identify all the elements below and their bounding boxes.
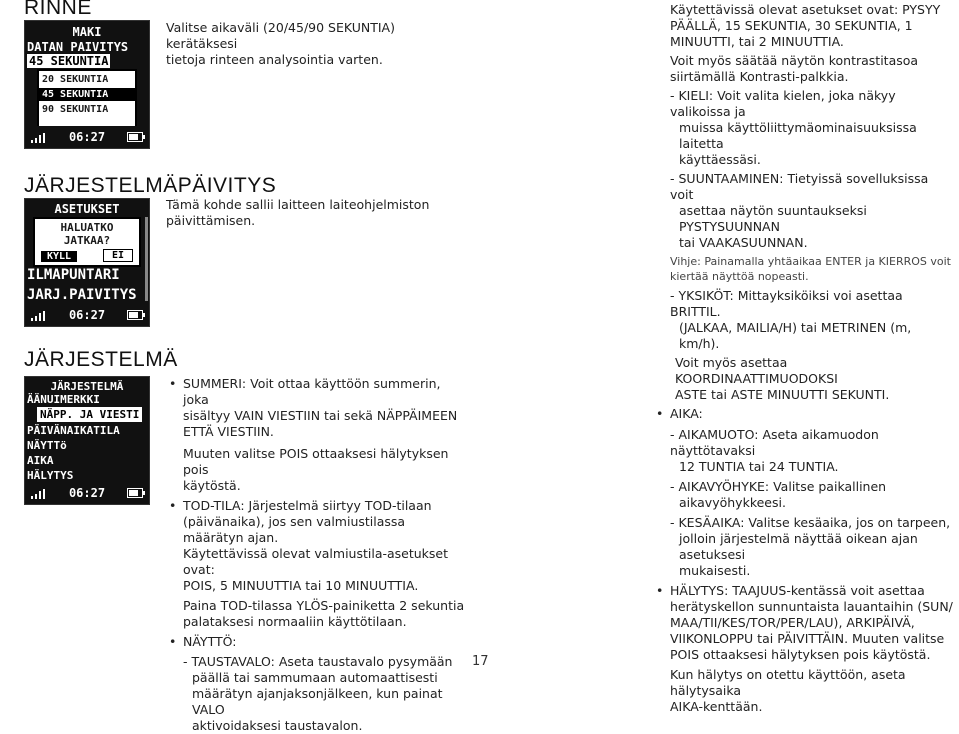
section-heading-system-update: JÄRJESTELMÄPÄIVITYS xyxy=(24,174,277,197)
status-bar xyxy=(25,304,149,326)
device-screen-system xyxy=(24,376,150,505)
tod-note: Paina TOD-tilassa YLÖS-painiketta 2 sekuntia palataksesi normaaliin käyttötilaan. xyxy=(183,598,465,629)
scrollbar xyxy=(145,217,148,301)
timezone-item: - AIKAVYÖHYKE: Valitse paikallinen aikavyöhykkeesi. xyxy=(670,479,887,510)
dialog-text-2: JATKAA? xyxy=(63,234,111,247)
device-screen-rinne xyxy=(24,20,150,149)
section-heading-system: JÄRJESTELMÄ xyxy=(24,348,178,371)
battery-icon xyxy=(127,488,143,498)
battery-icon xyxy=(127,310,143,320)
page-number: 17 xyxy=(472,654,489,669)
list-item-halytys: • HÄLYTYS: TAAJUUS-kentässä voit asettaa herätyskellon sunnuntaista lauantaihin (SUN/ MAA/TII/KES/TOR/PER/LAU), ARKIPÄIVÄ, VIIKONLOPPU tai PÄIVITTÄIN. Muuten valitse POIS ottaaksesi hälytyksen pois käytöstä. xyxy=(653,583,953,663)
screen-title: MAKI xyxy=(72,25,102,39)
options-menu xyxy=(37,69,137,129)
menu-item-system-update: JARJ.PAIVITYS xyxy=(27,287,137,303)
signal-icon xyxy=(31,311,45,321)
option-item: 20 SEKUNTIA xyxy=(42,74,109,85)
dst-item: - KESÄAIKA: Valitse kesäaika, jos on tarpeen, jolloin järjestelmä näyttää oikean ajan asetuksesi mukaisesti. xyxy=(670,515,951,578)
system-settings-list xyxy=(166,376,466,734)
menu-item-barometer: ILMAPUNTARI xyxy=(27,267,120,283)
section-heading-rinne: RINNE xyxy=(24,0,92,19)
device-screen-update xyxy=(24,198,150,327)
screen-header: ASETUKSET xyxy=(54,202,120,216)
list-item-summeri: • SUMMERI: Voit ottaa käyttöön summerin, joka sisältyy VAIN VIESTIIN tai sekä NÄPPÄIMEEN ETTÄ VIESTIIN. xyxy=(166,376,466,440)
list-item-naytto: • NÄYTTÖ: xyxy=(166,634,466,650)
tip-note: Vihje: Painamalla yhtäaikaa ENTER ja KIERROS voit kiertää näyttöä nopeasti. xyxy=(670,255,951,283)
list-item-aika: • AIKA: xyxy=(653,406,953,422)
menu-item-selected: NÄPP. JA VIESTI xyxy=(37,407,142,422)
clock-time: 06:27 xyxy=(68,308,106,322)
signal-icon xyxy=(31,489,45,499)
units-item: - YKSIKÖT: Mittayksiköiksi voi asettaa BRITTIL. (JALKAA, MAILIA/H) tai METRINEN (m, km/h). xyxy=(670,288,912,351)
summeri-note: Muuten valitse POIS ottaaksesi hälytyksen pois käytöstä. xyxy=(183,446,449,493)
menu-item: AIKA xyxy=(27,454,54,467)
yes-button[interactable]: KYLL xyxy=(41,251,77,262)
battery-icon xyxy=(127,132,143,142)
taustavalo-item: - TAUSTAVALO: Aseta taustavalo pysymään päällä tai sammumaan automaattisesti määrätyn ajanjaksonjälkeen, kun painat VALO aktivoidaksesi taustavalon. xyxy=(183,654,453,733)
signal-icon xyxy=(31,133,45,143)
menu-item: HÄLYTYS xyxy=(27,469,74,482)
rinne-description: Valitse aikaväli (20/45/90 SEKUNTIA) kerätäksesi tietoja rinteen analysointia varten. xyxy=(166,20,395,67)
option-item-selected: 45 SEKUNTIA xyxy=(39,88,135,101)
status-bar xyxy=(25,482,149,504)
status-bar xyxy=(25,126,149,148)
menu-item: NÄYTTö xyxy=(27,439,67,452)
screen-subtitle: DATAN PAIVITYS xyxy=(27,40,129,54)
option-item: 90 SEKUNTIA xyxy=(42,104,109,115)
clock-time: 06:27 xyxy=(68,130,106,144)
screen-header: JÄRJESTELMÄ xyxy=(50,380,124,393)
selected-option: 45 SEKUNTIA xyxy=(29,54,109,68)
dialog-text-1: HALUATKO xyxy=(60,221,114,234)
backlight-options: Käytettävissä olevat asetukset ovat: PYSYY PÄÄLLÄ, 15 SEKUNTIA, 30 SEKUNTIA, 1 MINUUTTI, tai 2 MINUUTTIA. xyxy=(670,2,941,49)
right-column xyxy=(653,2,953,715)
no-button[interactable]: EI xyxy=(103,249,133,262)
system-update-description: Tämä kohde sallii laitteen laiteohjelmiston päivittämisen. xyxy=(166,197,430,228)
contrast-note: Voit myös säätää näytön kontrastitasoa siirtämällä Kontrasti-palkkia. xyxy=(670,53,919,84)
menu-item: PÄIVÄNAIKATILA xyxy=(27,424,120,437)
coordinate-note: Voit myös asettaa KOORDINAATTIMUODOKSI ASTE tai ASTE MINUUTTI SEKUNTI. xyxy=(675,355,890,402)
clock-time: 06:27 xyxy=(68,486,106,500)
language-item: - KIELI: Voit valita kielen, joka näkyy valikoissa ja muissa käyttöliittymäominaisuuksissa laitetta käyttäessäsi. xyxy=(670,88,917,167)
confirm-dialog xyxy=(33,217,141,267)
menu-item: ÄÄNUIMERKKI xyxy=(27,393,100,406)
menu-list xyxy=(27,423,120,483)
alarm-note: Kun hälytys on otettu käyttöön, aseta hälytysaika AIKA-kenttään. xyxy=(670,667,906,714)
time-format-item: - AIKAMUOTO: Aseta aikamuodon näyttötavaksi 12 TUNTIA tai 24 TUNTIA. xyxy=(670,427,879,474)
orientation-item: - SUUNTAAMINEN: Tietyissä sovelluksissa voit asettaa näytön suuntaukseksi PYSTYSUUNNAN tai VAAKASUUNNAN. xyxy=(670,171,929,250)
list-item-tod: • TOD-TILA: Järjestelmä siirtyy TOD-tilaan (päivänaika), jos sen valmiustilassa määrätyn ajan. Käytettävissä olevat valmiustila-asetukset ovat: POIS, 5 MINUUTTIA tai 10 MINUUTTIA. xyxy=(166,498,466,594)
